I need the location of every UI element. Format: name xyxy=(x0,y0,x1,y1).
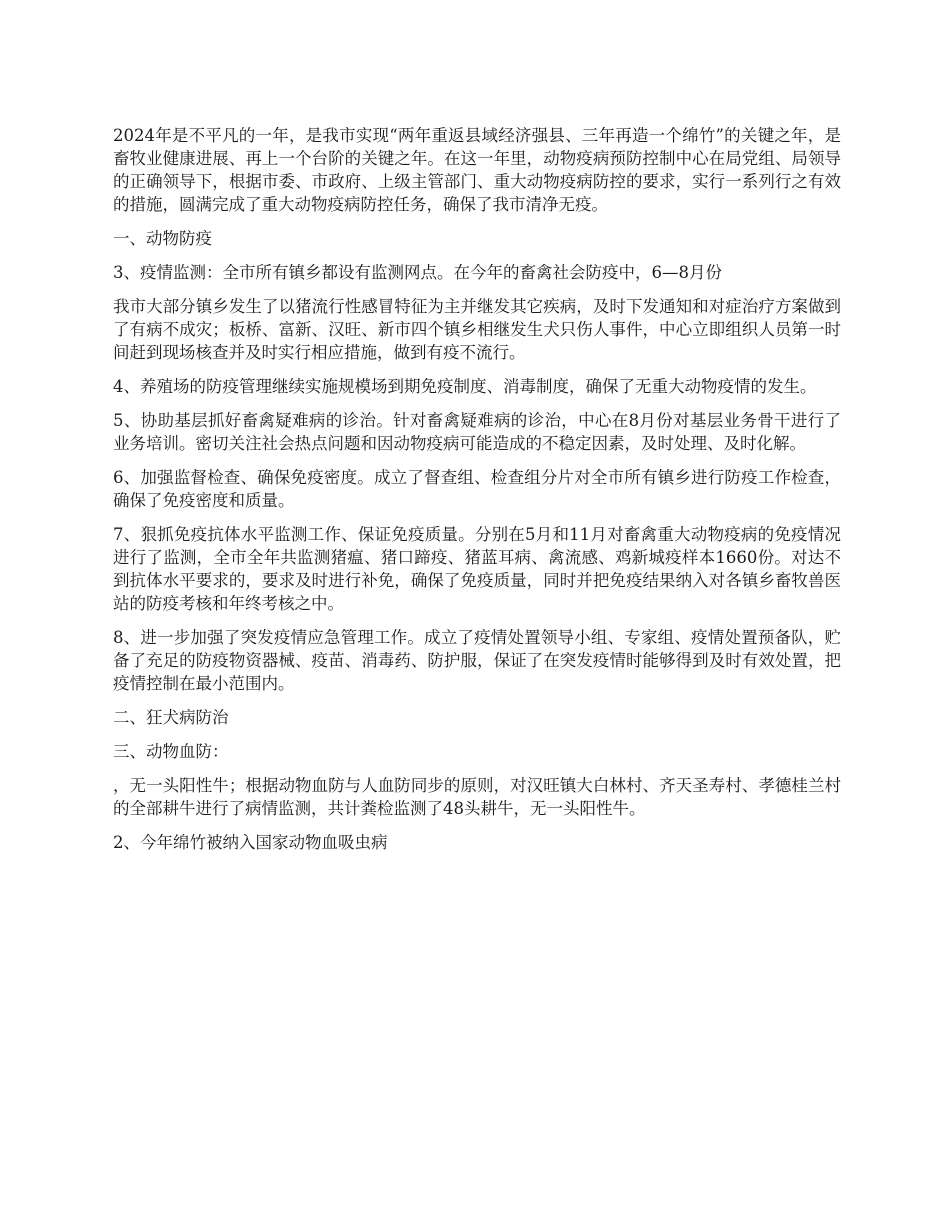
paragraph-antibody-monitoring: 7、狠抓免疫抗体水平监测工作、保证免疫质量。分别在5月和11月对畜禽重大动物疫病的免疫情况进行了监测，全市全年共监测猪瘟、猪口蹄疫、猪蓝耳病、禽流感、鸡新城疫样本1660份。对达不到抗体水平要求的，要求及时进行补免，确保了免疫质量，同时并把免疫结果纳入对各镇乡畜牧兽医站的防疫考核和年终考核之中。 xyxy=(113,525,841,613)
paragraph-national-program: 2、今年绵竹被纳入国家动物血吸虫病 xyxy=(113,833,388,852)
paragraph-disease-outbreaks: 我市大部分镇乡发生了以猪流行性感冒特征为主并继发其它疾病，及时下发通知和对症治疗方案做到了有病不成灾；板桥、富新、汉旺、新市四个镇乡相继发生犬只伤人事件，中心立即组织人员第一时间赶到现场核查并及时实行相应措施，做到有疫不流行。 xyxy=(113,297,841,362)
paragraph-cattle-monitoring: ，无一头阳性牛；根据动物血防与人血防同步的原则，对汉旺镇大白林村、齐天圣寿村、孝德桂兰村的全部耕牛进行了病情监测，共计粪检监测了48头耕牛，无一头阳性牛。 xyxy=(113,776,841,818)
document-body xyxy=(113,124,841,865)
intro-paragraph: 2024年是不平凡的一年，是我市实现“两年重返县域经济强县、三年再造一个绵竹”的关键之年，是畜牧业健康进展、再上一个台阶的关键之年。在这一年里，动物疫病预防控制中心在局党组、局领导的正确领导下，根据市委、市政府、上级主管部门、重大动物疫病防控的要求，实行一系列行之有效的措施，圆满完成了重大动物疫病防控任务，确保了我市清净无疫。 xyxy=(113,126,841,214)
paragraph-difficult-diseases: 5、协助基层抓好畜禽疑难病的诊治。针对畜禽疑难病的诊治，中心在8月份对基层业务骨干进行了业务培训。密切关注社会热点问题和因动物疫病可能造成的不稳定因素，及时处理、及时化解。 xyxy=(113,411,841,453)
paragraph-epidemic-monitoring: 3、疫情监测：全市所有镇乡都设有监测网点。在今年的畜禽社会防疫中，6—8月份 xyxy=(113,263,722,282)
paragraph-supervision: 6、加强监督检查、确保免疫密度。成立了督查组、检查组分片对全市所有镇乡进行防疫工作检查，确保了免疫密度和质量。 xyxy=(113,468,841,510)
section-heading-rabies: 二、狂犬病防治 xyxy=(113,708,229,727)
section-heading-animal-epidemic-prevention: 一、动物防疫 xyxy=(113,229,212,248)
paragraph-farm-management: 4、养殖场的防疫管理继续实施规模场到期免疫制度、消毒制度，确保了无重大动物疫情的发生。 xyxy=(113,377,817,396)
paragraph-emergency-management: 8、进一步加强了突发疫情应急管理工作。成立了疫情处置领导小组、专家组、疫情处置预备队，贮备了充足的防疫物资器械、疫苗、消毒药、防护服，保证了在突发疫情时能够得到及时有效处置，把疫情控制在最小范围内。 xyxy=(113,628,841,693)
section-heading-schistosomiasis: 三、动物血防： xyxy=(113,742,229,761)
